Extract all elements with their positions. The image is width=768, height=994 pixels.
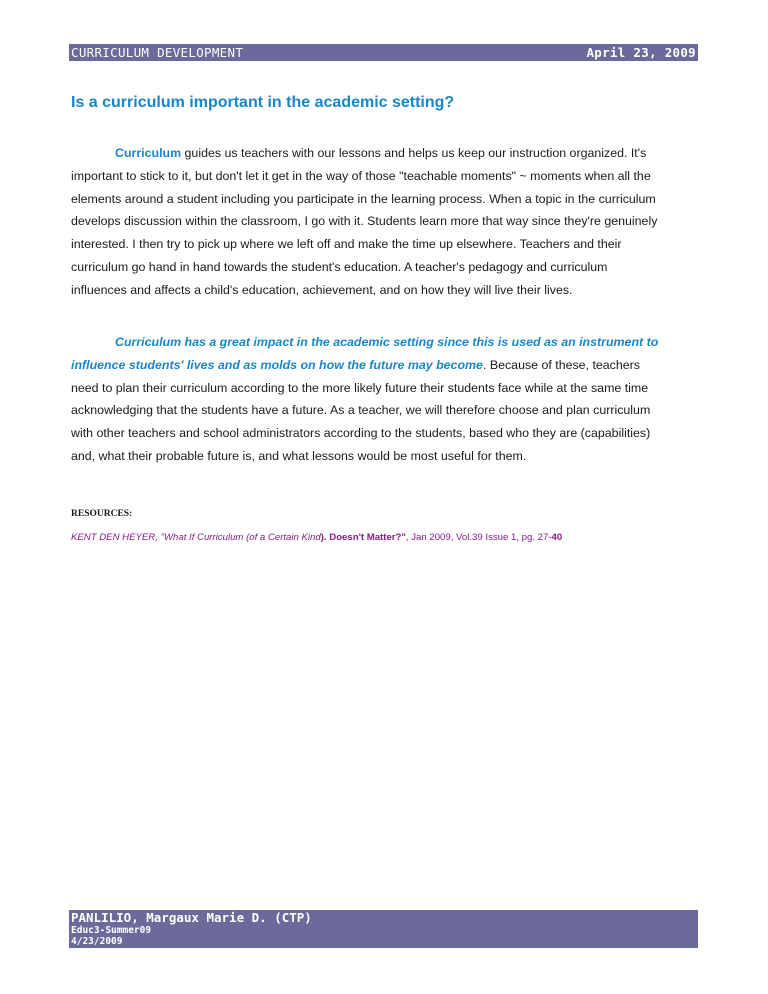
paragraph-line: develops discussion within the classroom, I go with it. Students learn more that way since they're genuinely: [71, 214, 658, 229]
page-header-bar: [69, 44, 698, 61]
paragraph-line: interested. I then try to pick up where we left off and make the time up elsewhere. Teachers and their: [71, 237, 622, 252]
paragraph-curriculum-impact: [71, 331, 703, 468]
emphasis-text: Curriculum has a great impact in the academic setting since this is used as an instrument to: [115, 335, 659, 349]
paragraph-curriculum-guides: [71, 142, 703, 302]
paragraph-text: guides us teachers with our lessons and helps us keep our instruction organized. It's: [181, 146, 647, 160]
header-date: April 23, 2009: [586, 45, 696, 60]
paragraph-line: curriculum go hand in hand towards the student's education. A teacher's pedagogy and curriculum: [71, 259, 608, 274]
footer-date: 4/23/2009: [71, 936, 123, 947]
paragraph-text: . Because of these, teachers: [482, 357, 640, 372]
keyword-curriculum: Curriculum: [115, 146, 182, 160]
paragraph-line: [71, 354, 703, 377]
paragraph-line: influences and affects a child's education, achievement, and on how they will live their lives.: [71, 282, 573, 297]
document-title: Is a curriculum important in the academic setting?: [71, 94, 455, 111]
reference-details: , Jan 2009, Vol.39 Issue 1, pg. 27-: [405, 532, 552, 543]
footer-course: Educ3-Summer09: [71, 925, 152, 936]
reference-citation: [71, 532, 562, 543]
resources-heading: RESOURCES:: [71, 509, 133, 519]
page-footer-bar: [69, 910, 698, 948]
paragraph-line: [71, 142, 703, 165]
emphasis-text: influence students' lives and as molds on how the future may become: [71, 357, 483, 372]
paragraph-line: important to stick to it, but don't let it get in the way of those "teachable moments" ~ moments when all the: [71, 168, 651, 183]
reference-author: KENT DEN HEYER,: [71, 532, 161, 543]
paragraph-line: acknowledging that the students have a future. As a teacher, we will therefore choose and plan curriculum: [71, 403, 651, 418]
reference-title: "What If Curriculum (of a Certain Kind: [160, 532, 321, 543]
footer-author-name: PANLILIO, Margaux Marie D. (CTP): [71, 910, 312, 925]
paragraph-line: and, what their probable future is, and what lessons would be most useful for them.: [71, 448, 527, 463]
paragraph-line: need to plan their curriculum according to the more likely future their students face while at the same time: [71, 380, 649, 395]
paragraph-line: with other teachers and school administrators according to the students, based who they are (capabilities): [71, 426, 651, 441]
paragraph-line: [71, 331, 703, 354]
reference-page-end: 40: [551, 532, 563, 543]
header-document-title: CURRICULUM DEVELOPMENT: [71, 45, 244, 60]
reference-title-end: ). Doesn't Matter?": [320, 532, 406, 543]
paragraph-line: elements around a student including you participate in the learning process. When a topic in the curriculum: [71, 191, 656, 206]
